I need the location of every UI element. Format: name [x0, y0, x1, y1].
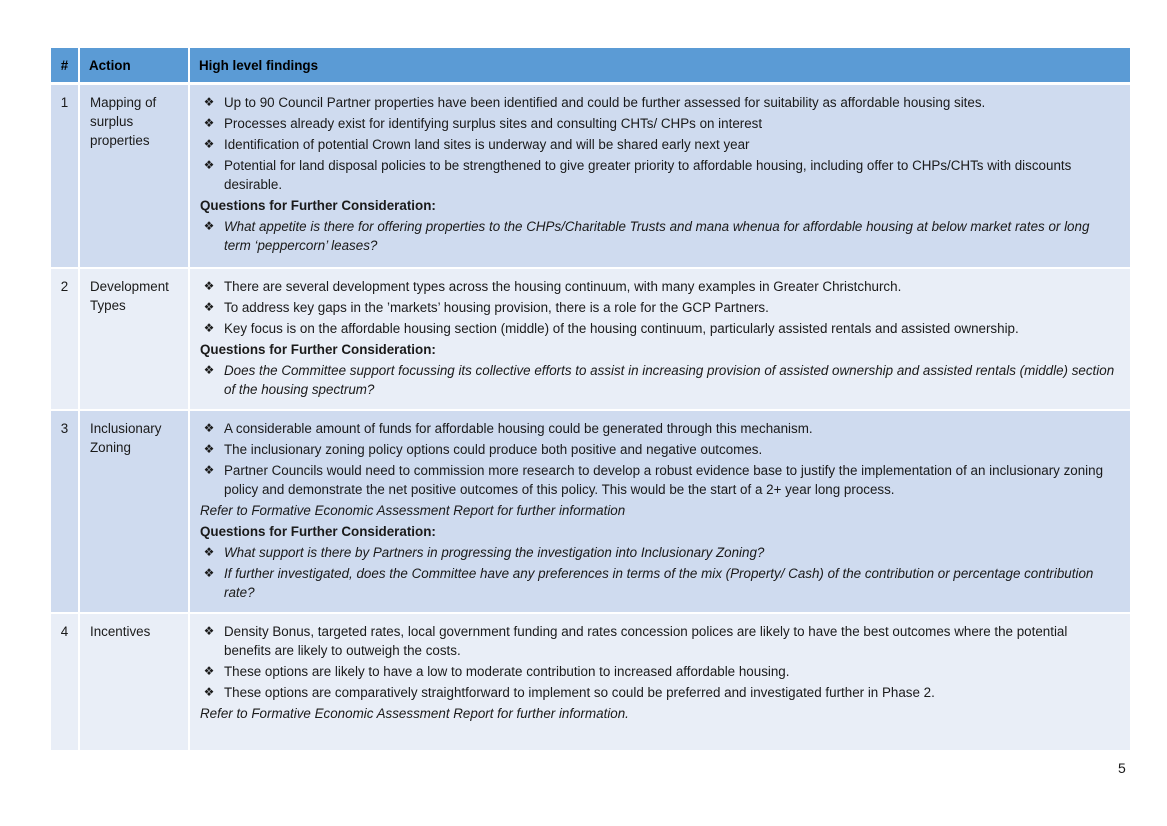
- table-row: [51, 268, 1130, 410]
- diamond-bullet-icon: ❖: [203, 279, 215, 293]
- diamond-bullet-icon: ❖: [203, 685, 215, 699]
- reference-note: Refer to Formative Economic Assessment Report for further information: [200, 503, 626, 518]
- row-number: 4: [51, 613, 79, 751]
- diamond-bullet-icon: ❖: [203, 545, 215, 559]
- finding-bullet: ❖ The inclusionary zoning policy options could produce both positive and negative outcomes.: [200, 440, 1116, 459]
- diamond-bullet-icon: ❖: [203, 363, 215, 377]
- finding-bullet: ❖ Key focus is on the affordable housing section (middle) of the housing continuum, particularly assisted rentals and assisted ownership.: [200, 319, 1116, 338]
- row-findings: [189, 268, 1130, 410]
- diamond-bullet-icon: ❖: [203, 137, 215, 151]
- questions-heading: Questions for Further Consideration:: [200, 342, 436, 357]
- row-findings: [189, 613, 1130, 751]
- diamond-bullet-icon: ❖: [203, 664, 215, 678]
- finding-bullet: ❖ These options are comparatively straightforward to implement so could be preferred and investigated further in Phase 2.: [200, 683, 1116, 702]
- row-number: 3: [51, 410, 79, 613]
- table-row: [51, 613, 1130, 751]
- table-row: [51, 410, 1130, 613]
- finding-bullet: ❖ Partner Councils would need to commission more research to develop a robust evidence base to justify the implementation of an inclusionary zoning policy and demonstrate the net positive outcomes of this policy. This would be the start of a 2+ year long process.: [200, 461, 1116, 499]
- row-number: 2: [51, 268, 79, 410]
- diamond-bullet-icon: ❖: [203, 158, 215, 172]
- row-findings: [189, 410, 1130, 613]
- finding-bullet: ❖ These options are likely to have a low to moderate contribution to increased affordable housing.: [200, 662, 1116, 681]
- table-row: [51, 84, 1130, 269]
- diamond-bullet-icon: ❖: [203, 442, 215, 456]
- finding-bullet: ❖ Potential for land disposal policies to be strengthened to give greater priority to affordable housing, including offer to CHPs/CHTs with discounts desirable.: [200, 156, 1116, 194]
- page-number: 5: [1118, 760, 1126, 776]
- diamond-bullet-icon: ❖: [203, 463, 215, 477]
- finding-bullet: ❖ Density Bonus, targeted rates, local government funding and rates concession polices are likely to have the best outcomes where the potential benefits are likely to outweigh the costs.: [200, 622, 1116, 660]
- finding-bullet: ❖ Up to 90 Council Partner properties have been identified and could be further assessed for suitability as affordable housing sites.: [200, 93, 1116, 112]
- finding-bullet: ❖ Identification of potential Crown land sites is underway and will be shared early next year: [200, 135, 1116, 154]
- diamond-bullet-icon: ❖: [203, 300, 215, 314]
- question-bullet: ❖ What appetite is there for offering properties to the CHPs/Charitable Trusts and mana whenua for affordable housing at below market rates or long term ‘peppercorn’ leases?: [200, 217, 1116, 255]
- finding-bullet: ❖ To address key gaps in the ’markets’ housing provision, there is a role for the GCP Partners.: [200, 298, 1116, 317]
- header-action: Action: [79, 48, 189, 84]
- header-number: #: [51, 48, 79, 84]
- finding-bullet: ❖ Processes already exist for identifying surplus sites and consulting CHTs/ CHPs on interest: [200, 114, 1116, 133]
- diamond-bullet-icon: ❖: [203, 219, 215, 233]
- diamond-bullet-icon: ❖: [203, 566, 215, 580]
- question-bullet: ❖ What support is there by Partners in progressing the investigation into Inclusionary Zoning?: [200, 543, 1116, 562]
- header-row: [51, 48, 1130, 84]
- row-action: Inclusionary Zoning: [79, 410, 189, 613]
- diamond-bullet-icon: ❖: [203, 624, 215, 638]
- header-findings: High level findings: [189, 48, 1130, 84]
- row-number: 1: [51, 84, 79, 269]
- diamond-bullet-icon: ❖: [203, 421, 215, 435]
- row-action: Development Types: [79, 268, 189, 410]
- question-bullet: ❖ If further investigated, does the Committee have any preferences in terms of the mix (Property/ Cash) of the contribution or percentage contribution rate?: [200, 564, 1116, 602]
- diamond-bullet-icon: ❖: [203, 95, 215, 109]
- finding-bullet: ❖ A considerable amount of funds for affordable housing could be generated through this mechanism.: [200, 419, 1116, 438]
- row-action: Incentives: [79, 613, 189, 751]
- row-findings: [189, 84, 1130, 269]
- diamond-bullet-icon: ❖: [203, 116, 215, 130]
- questions-heading: Questions for Further Consideration:: [200, 198, 436, 213]
- reference-note: Refer to Formative Economic Assessment Report for further information.: [200, 706, 629, 721]
- diamond-bullet-icon: ❖: [203, 321, 215, 335]
- question-bullet: ❖ Does the Committee support focussing its collective efforts to assist in increasing provision of assisted ownership and assisted rentals (middle) section of the housing spectrum?: [200, 361, 1116, 399]
- findings-table: [51, 48, 1130, 752]
- questions-heading: Questions for Further Consideration:: [200, 524, 436, 539]
- row-action: Mapping of surplus properties: [79, 84, 189, 269]
- finding-bullet: ❖ There are several development types across the housing continuum, with many examples in Greater Christchurch.: [200, 277, 1116, 296]
